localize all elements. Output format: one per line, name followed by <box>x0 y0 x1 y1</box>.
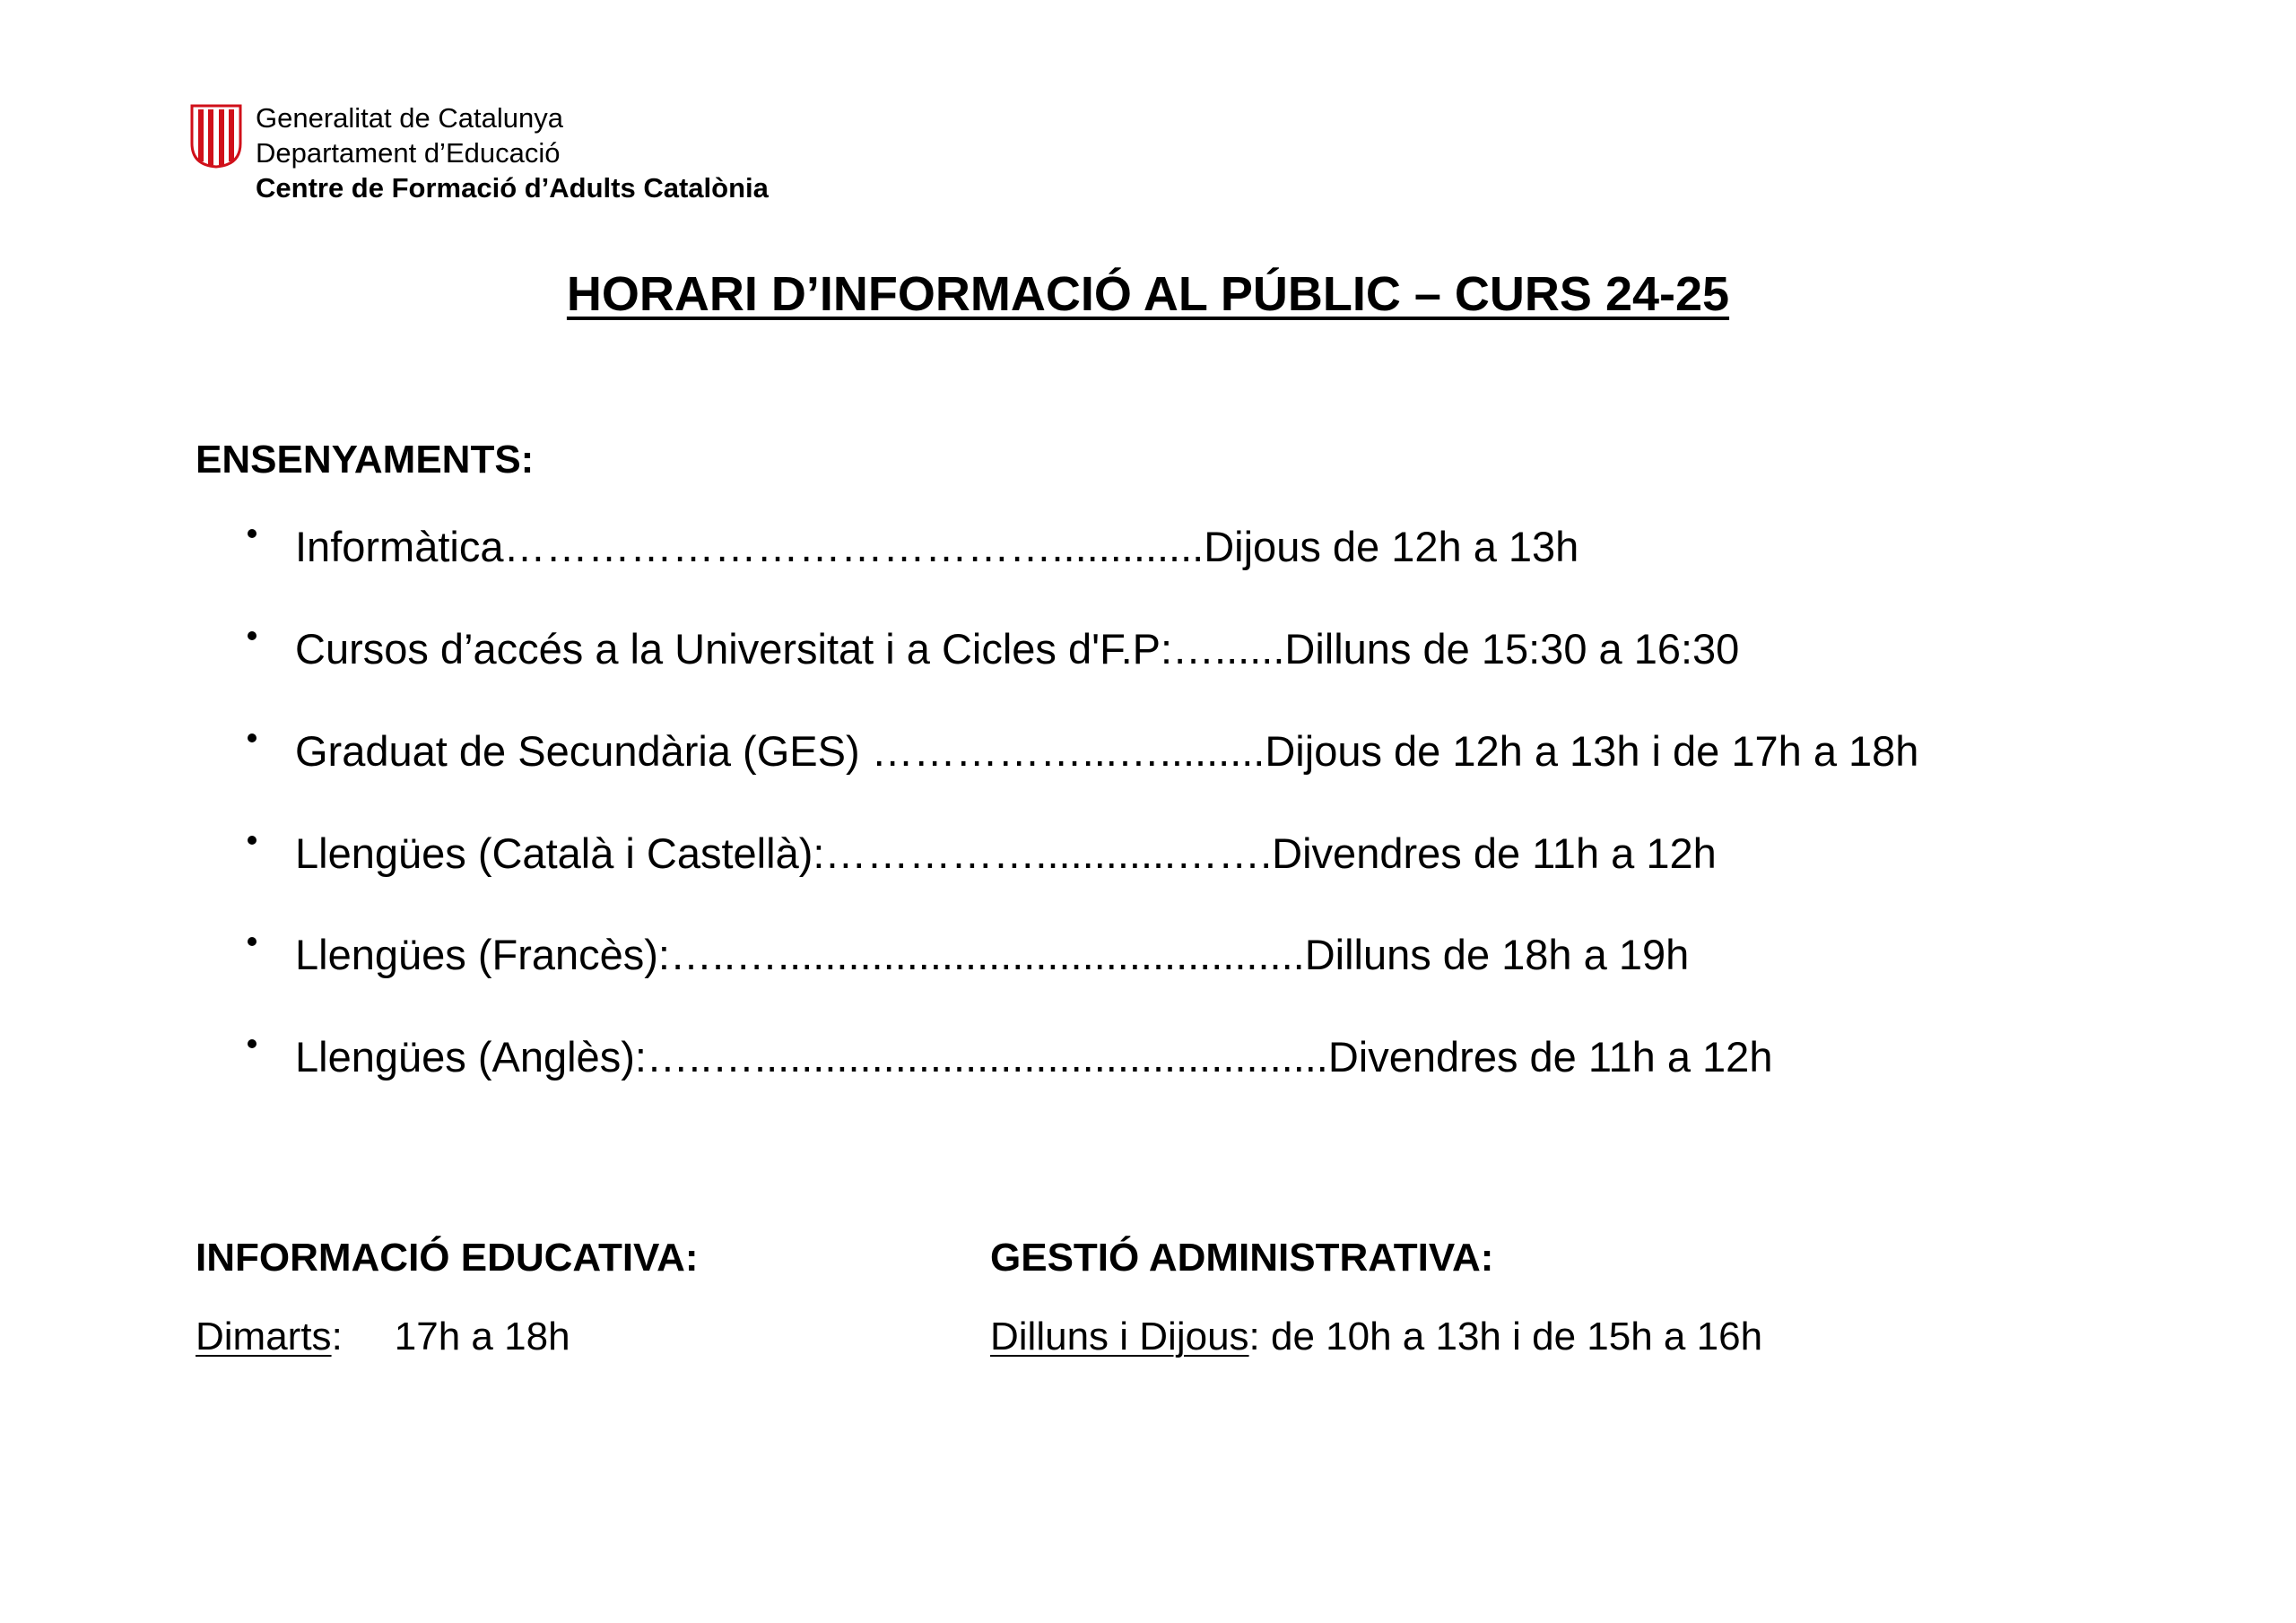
list-item-text: Graduat de Secundària (GES) ……………...….........Dijous de 12h a 13h i de 17h a 18h <box>295 727 1919 775</box>
schedule-time: : de 10h a 13h i de 15h a 16h <box>1248 1315 1763 1358</box>
bullet-icon <box>248 529 257 538</box>
catalan-coat-of-arms-icon <box>190 104 242 169</box>
list-item-text: Llengües (Anglès):…..….................................................Divendres de 11h a 12h <box>295 1033 1773 1081</box>
centre-name: Centre de Formació d’Adults Catalònia <box>256 172 769 204</box>
bullet-icon <box>248 937 257 946</box>
schedule-day: Dilluns i Dijous <box>990 1315 1249 1358</box>
informacio-educativa-schedule <box>196 1315 570 1359</box>
organization-block <box>256 100 769 205</box>
gestio-administrativa-heading: GESTIÓ ADMINISTRATIVA: <box>990 1236 1494 1280</box>
list-item-text: Cursos d’accés a la Universitat i a Cicles d'F.P:…......Dilluns de 15:30 a 16:30 <box>295 625 1740 673</box>
page-title: HORARI D’INFORMACIÓ AL PÚBLIC – CURS 24-25 <box>566 267 1730 321</box>
gestio-administrativa-schedule <box>990 1315 1762 1359</box>
ensenyaments-heading: ENSENYAMENTS: <box>196 438 535 482</box>
schedule-separator: : <box>331 1315 343 1358</box>
bullet-icon <box>248 1039 257 1048</box>
bullet-icon <box>248 836 257 845</box>
list-item-text: Informàtica………………………………….............Dijous de 12h a 13h <box>295 523 1579 570</box>
informacio-educativa-heading: INFORMACIÓ EDUCATIVA: <box>196 1236 699 1280</box>
bullet-icon <box>248 631 257 640</box>
schedule-time: 17h a 18h <box>394 1315 570 1358</box>
org-name: Generalitat de Catalunya <box>256 102 563 134</box>
bullet-icon <box>248 733 257 742</box>
department-name: Departament d’Educació <box>256 137 561 169</box>
list-item-text: Llengües (Català i Castellà):……………............…….Divendres de 11h a 12h <box>295 829 1717 877</box>
list-item-text: Llengües (Francès):…..….............................................Dilluns de 18h a 19h <box>295 931 1690 978</box>
schedule-day: Dimarts <box>196 1315 332 1358</box>
